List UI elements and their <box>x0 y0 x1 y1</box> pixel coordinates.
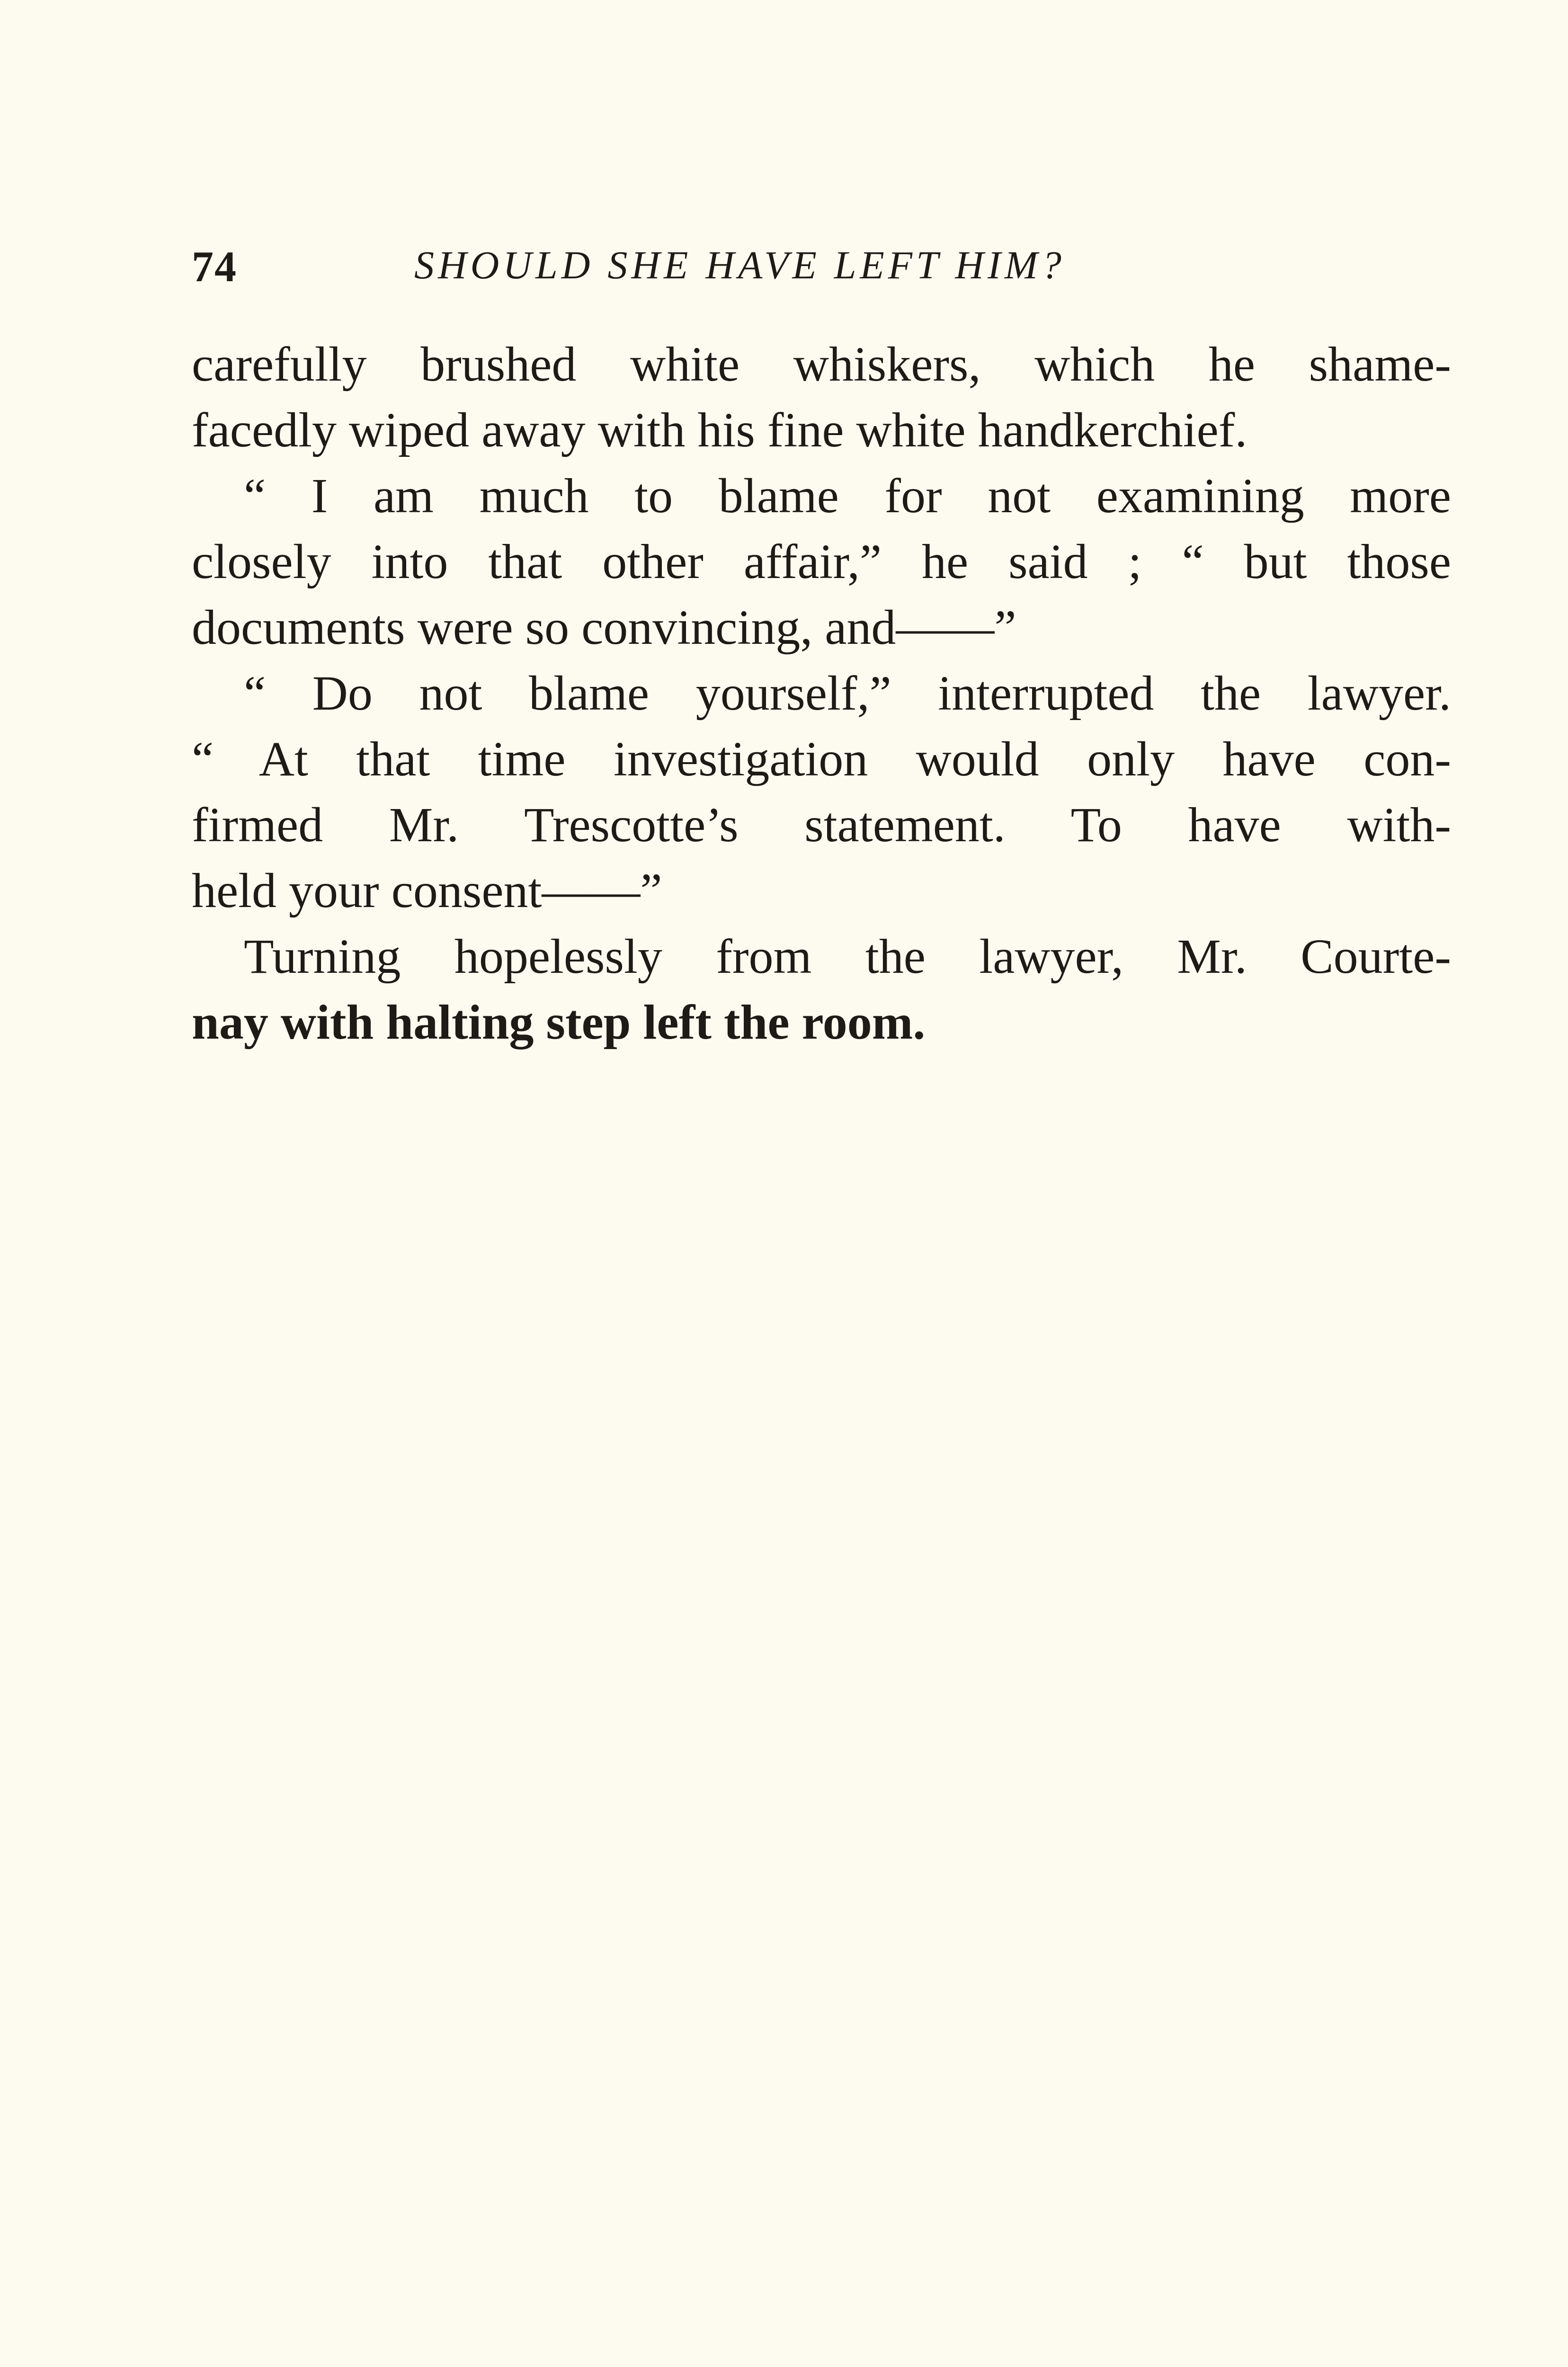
text-line: held your consent——” <box>192 863 662 918</box>
text-line: “ I am much to blame for not examining more <box>244 469 1451 523</box>
text-line: documents were so convincing, and——” <box>192 600 1016 655</box>
text-line: firmed Mr. Trescotte’s statement. To have with- <box>192 798 1451 852</box>
running-title: SHOULD SHE HAVE LEFT HIM? <box>414 243 1065 287</box>
text-line: closely into that other affair,” he said ; “ but those <box>192 534 1451 589</box>
text-line: “ Do not blame yourself,” interrupted the lawyer. <box>244 666 1451 721</box>
text-line: Turning hopelessly from the lawyer, Mr. Courte- <box>244 929 1451 984</box>
text-line: facedly wiped away with his fine white handkerchief. <box>192 403 1247 457</box>
page-number: 74 <box>192 242 237 291</box>
text-line: “ At that time investigation would only have con- <box>192 732 1451 786</box>
body-text <box>192 331 1451 1055</box>
page-header <box>192 237 1451 294</box>
text-line: carefully brushed white whiskers, which he shame- <box>192 337 1451 392</box>
text-line: nay with halting step left the room. <box>192 995 926 1050</box>
